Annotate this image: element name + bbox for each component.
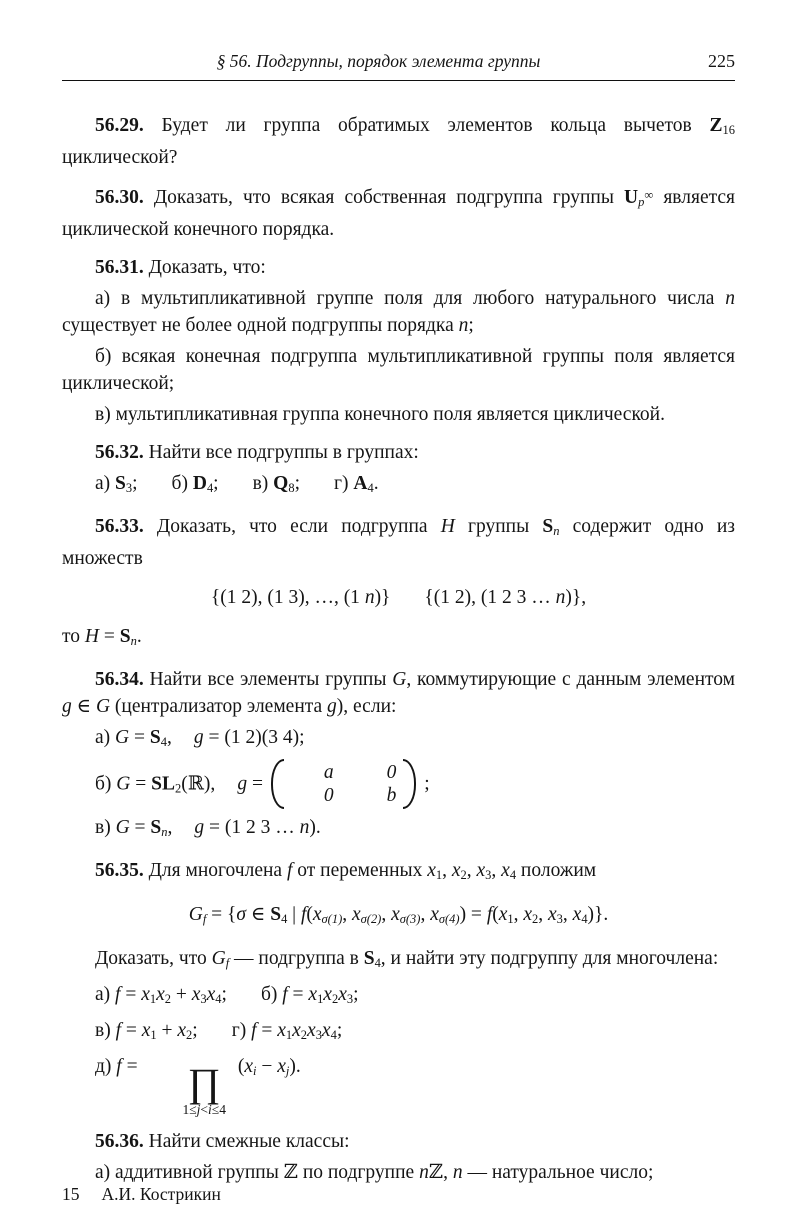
text-paragraph: а) G = S4, g = (1 2)(3 4); (95, 726, 305, 749)
problem-paragraph: 56.31. Доказать, что: (95, 256, 266, 278)
text-paragraph: б) всякая конечная подгруппа мультипликативной группы поля является циклической; (62, 345, 735, 394)
problem-paragraph: 56.36. Найти смежные классы: (95, 1130, 350, 1152)
text-paragraph: а) аддитивной группы ℤ по подгруппе nℤ, n — натуральное число; (95, 1161, 654, 1183)
print-signature: 15 (62, 1184, 80, 1204)
text-paragraph: а) в мультипликативной группе поля для любого натурального числа n существует не более одной подгруппы порядка n; (62, 287, 735, 336)
matrix-cell: 0 (386, 761, 397, 783)
display-formula: {(1 2), (1 3), …, (1 n)} {(1 2), (1 2 3 … n)}, (210, 586, 587, 608)
text-paragraph: в) f = x1 + x2; г) f = x1x2x3x4; (95, 1019, 343, 1042)
text-paragraph: то H = Sn. (62, 625, 142, 648)
author-name: А.И. Кострикин (101, 1184, 221, 1204)
page-number: 225 (708, 51, 735, 71)
text-paragraph: в) мультипликативная группа конечного поля является циклической. (95, 403, 665, 425)
matrix-cell: a (323, 761, 334, 783)
right-paren (403, 759, 416, 809)
text-paragraph: а) S3; б) D4; в) Q8; г) A4. (95, 472, 379, 495)
page-body (62, 81, 735, 1186)
page-footer (62, 1184, 221, 1204)
problem-paragraph: 56.34. Найти все элементы группы G, коммутирующие с данным элементом g ∈ G (централизатор элемента g), если: (62, 668, 735, 717)
problem-paragraph: Доказать, что Gf — подгруппа в S4, и найти эту подгруппу для многочлена: (95, 947, 719, 970)
text-paragraph: а) f = x1x2 + x3x4; б) f = x1x2x3; (95, 983, 359, 1006)
product-symbol: ∏ (187, 1059, 221, 1105)
matrix-cell: b (386, 784, 397, 806)
problem-paragraph: 56.32. Найти все подгруппы в группах: (95, 441, 419, 463)
problem-paragraph: 56.30. Доказать, что всякая собственная подгруппа группы Up∞ является циклической конечного порядка. (62, 186, 735, 240)
text-paragraph: б) G = SL2(ℝ), g = a 0 0 b ; (62, 760, 735, 810)
product-operator (149, 1059, 226, 1117)
problem-paragraph: 56.35. Для многочлена f от переменных x1, x2, x3, x4 положим (95, 859, 597, 882)
running-head (62, 50, 735, 81)
problem-paragraph: 56.33. Доказать, что если подгруппа H группы Sn содержит одно из множеств (62, 515, 736, 569)
matrix-cell: 0 (323, 784, 334, 806)
display-formula: Gf = {σ ∈ S4 | f(xσ(1), xσ(2), xσ(3), xσ(4)) = f(x1, x2, x3, x4)}. (188, 903, 609, 926)
problem-paragraph: 56.29. Будет ли группа обратимых элементов кольца вычетов Z16 циклической? (62, 115, 735, 168)
matrix-2x2 (271, 759, 417, 809)
section-title: § 56. Подгруппы, порядок элемента группы (216, 51, 541, 71)
text-paragraph: в) G = Sn, g = (1 2 3 … n). (95, 816, 321, 839)
left-paren (271, 759, 284, 809)
matrix-body (291, 761, 397, 807)
product-limits: 1≤j<i≤4 (182, 1101, 226, 1117)
text-paragraph: д) f = ∏ 1≤j<i≤4 (xi − xj). (95, 1055, 301, 1117)
